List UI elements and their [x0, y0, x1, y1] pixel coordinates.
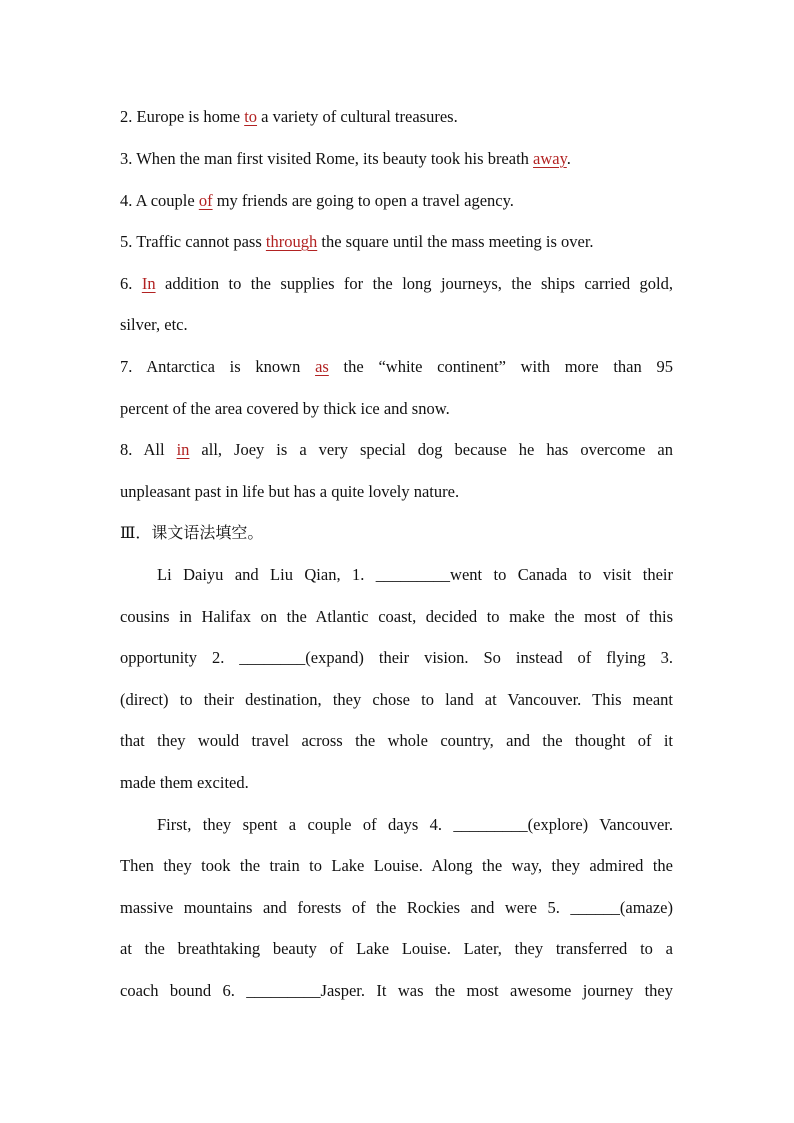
- item-text-before: 7. Antarctica is known: [120, 357, 316, 376]
- item-text-before: 3. When the man first visited Rome, its beauty took his breath: [120, 149, 534, 168]
- item-text-before: 2. Europe is home: [120, 107, 245, 126]
- paragraph-2-line-3: massive mountains and forests of the Rockies and were 5. ______(amaze): [120, 898, 673, 917]
- paragraph-2-line-4: at the breathtaking beauty of Lake Louise. Later, they transferred to a: [120, 939, 673, 958]
- answer-word: through: [265, 232, 318, 251]
- item-text-after: addition to the supplies for the long journeys, the ships carried gold,: [155, 274, 674, 293]
- item-text-before: 8. All: [120, 440, 177, 459]
- paragraph-2-line-1: First, they spent a couple of days 4. _________(explore) Vancouver.: [157, 815, 673, 834]
- exercise-item-7: [120, 356, 673, 378]
- item-text-after: .: [566, 149, 571, 168]
- exercise-item-8-continuation: unpleasant past in life but has a quite lovely nature.: [120, 482, 460, 501]
- item-text-after: the “white continent” with more than 95: [328, 357, 673, 376]
- section-heading: Ⅲ．课文语法填空。: [120, 523, 264, 542]
- answer-word: to: [244, 107, 258, 126]
- item-text-before: 6.: [120, 274, 142, 293]
- item-text-after: the square until the mass meeting is over.: [317, 232, 594, 251]
- exercise-item-8: [120, 439, 673, 461]
- paragraph-1-line-6: made them excited.: [120, 773, 249, 792]
- exercise-item-6: [120, 273, 673, 295]
- exercise-item-3: [120, 148, 571, 170]
- item-text-after: all, Joey is a very special dog because he has overcome an: [189, 440, 673, 459]
- exercise-item-7-continuation: percent of the area covered by thick ice and snow.: [120, 399, 450, 418]
- exercise-item-5: [120, 231, 594, 253]
- paragraph-1-line-1: Li Daiyu and Liu Qian, 1. _________went to Canada to visit their: [157, 565, 673, 584]
- paragraph-1-line-4: (direct) to their destination, they chose to land at Vancouver. This meant: [120, 690, 673, 709]
- paragraph-2-line-5: coach bound 6. _________Jasper. It was the most awesome journey they: [120, 981, 673, 1000]
- paragraph-1-line-3: opportunity 2. ________(expand) their vision. So instead of flying 3.: [120, 648, 673, 667]
- paragraph-1-line-2: cousins in Halifax on the Atlantic coast, decided to make the most of this: [120, 607, 673, 626]
- answer-word: in: [176, 440, 190, 459]
- item-text-before: 4. A couple: [120, 191, 199, 210]
- exercise-item-4: [120, 190, 514, 212]
- exercise-item-2: [120, 106, 458, 128]
- paragraph-1-line-5: that they would travel across the whole country, and the thought of it: [120, 731, 673, 750]
- item-text-after: a variety of cultural treasures.: [257, 107, 458, 126]
- item-text-after: my friends are going to open a travel agency.: [212, 191, 514, 210]
- item-text-before: 5. Traffic cannot pass: [120, 232, 266, 251]
- answer-word: as: [315, 357, 329, 376]
- answer-word: away: [533, 149, 567, 168]
- answer-word: In: [141, 274, 156, 293]
- paragraph-2-line-2: Then they took the train to Lake Louise. Along the way, they admired the: [120, 856, 673, 875]
- exercise-item-6-continuation: silver, etc.: [120, 315, 188, 334]
- answer-word: of: [198, 191, 213, 210]
